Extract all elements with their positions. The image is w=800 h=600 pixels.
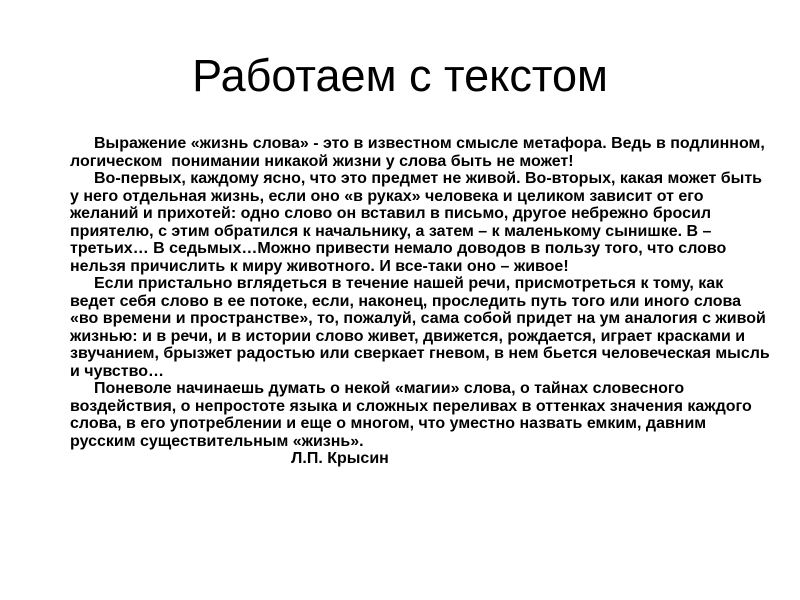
- paragraph-2: Во-первых, каждому ясно, что это предмет не живой. Во-вторых, какая может быть у него отдельная жизнь, если оно «в руках» человека и целиком зависит от его желаний и прихотей: одно слово он вставил в письмо, другое небрежно бросил приятелю, с этим обратился к начальнику, а затем – к маленькому сынишке. В – третьих… В седьмых…Можно привести немало доводов в пользу того, что слово нельзя причислить к миру животного. И все-таки оно – живое!: [70, 170, 767, 275]
- slide-title: Работаем с текстом: [192, 50, 608, 101]
- paragraph-4: Поневоле начинаешь думать о некой «магии» слова, о тайнах словесного воздействия, о непростоте языка и сложных переливах в оттенках значения каждого слова, в его употреблении и еще о многом, что уместно назвать емким, давним русским существительным «жизнь».: [70, 380, 757, 450]
- slide-body-text: [70, 135, 775, 468]
- author-attribution: Л.П. Крысин: [291, 450, 389, 467]
- paragraph-1: Выражение «жизнь слова» - это в известном смысле метафора. Ведь в подлинном, логическом понимании никакой жизни у слова быть не может!: [70, 135, 770, 170]
- paragraph-3: Если пристально вглядеться в течение нашей речи, присмотреться к тому, как ведет себя слово в ее потоке, если, наконец, проследить путь того или иного слова «во времени и пространстве», то, пожалуй, сама собой придет на ум аналогия с живой жизнью: и в речи, и в истории слово живет, движется, рождается, играет красками и звучанием, брызжет радостью или сверкает гневом, в нем бьется человеческая мысль и чувство…: [70, 275, 775, 380]
